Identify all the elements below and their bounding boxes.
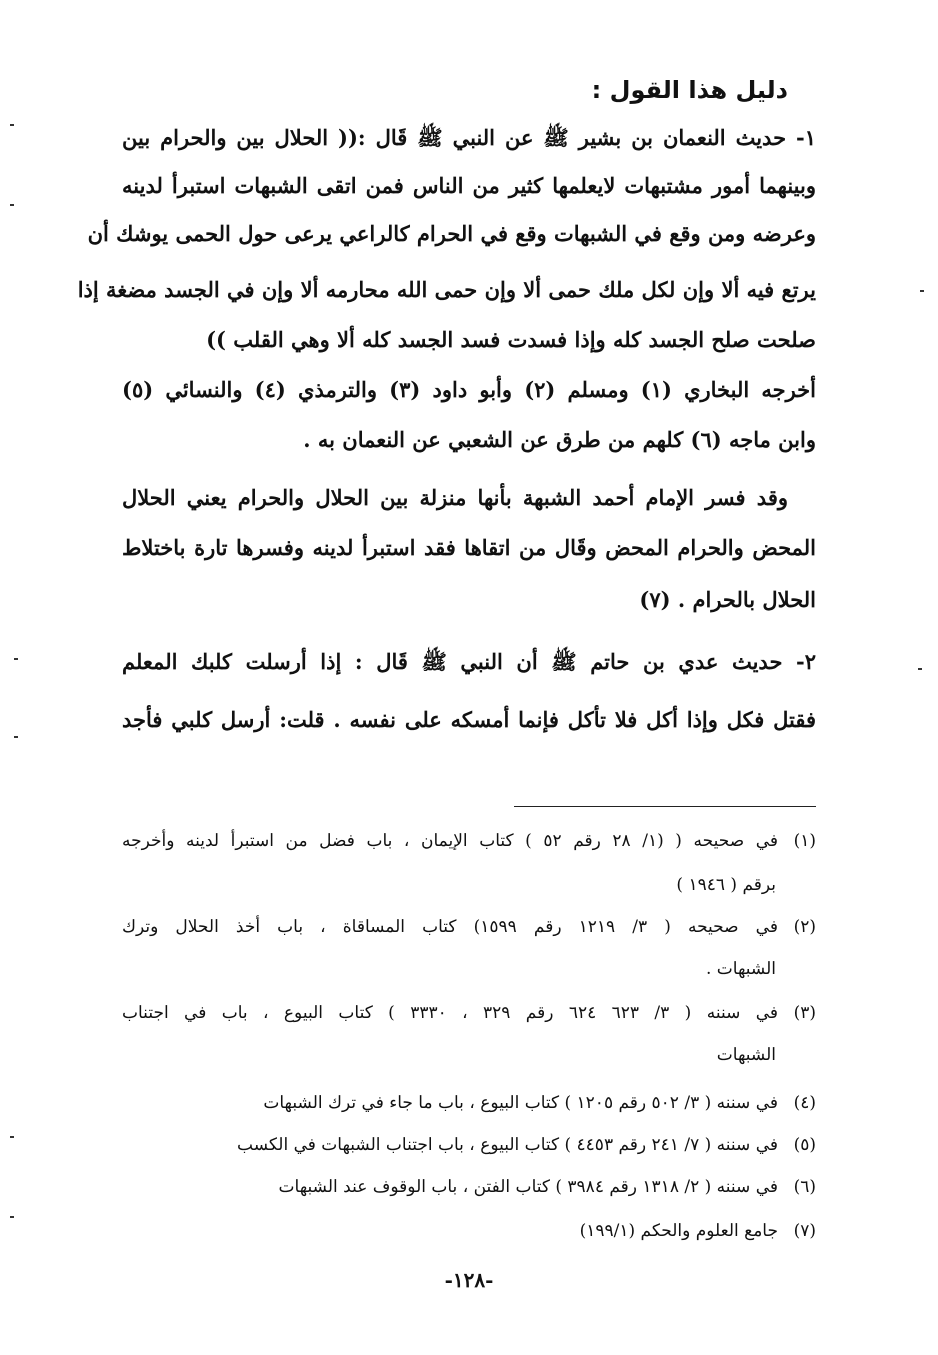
paragraph1-line-4: يرتع فيه ألا وإن لكل ملك حمى ألا وإن حمى الله محارمه ألا وإن في الجسد مضغة إذا	[77, 277, 816, 302]
paragraph2-line-3: الحلال بالحرام . (٧)	[639, 587, 816, 612]
footnote-text: في صحيحه ( (١/ ٢٨ رقم ٥٢ ) كتاب الإيمان ، باب فضل من استبرأ لدينه وأخرجه	[122, 831, 778, 851]
takhrij-line-2: وابن ماجه (٦) كلهم من طرق عن الشعبي عن النعمان به .	[303, 427, 816, 452]
footnote-3-continuation: الشبهات	[716, 1045, 776, 1065]
section-heading: دليل هذا القول :	[591, 76, 788, 104]
footnote-number: (٥)	[793, 1135, 816, 1155]
takhrij-line-1: أخرجه البخاري (١) ومسلم (٢) وأبو داود (٣) والترمذي (٤) والنسائي (٥)	[122, 377, 816, 402]
footnote-number: (١)	[793, 831, 816, 851]
footnote-3	[122, 998, 816, 1028]
footnote-number: (٧)	[793, 1221, 816, 1241]
footnote-number: (٦)	[793, 1177, 816, 1197]
scan-mark	[10, 1136, 14, 1138]
footnote-text: في سننه ( ٣/ ٦٢٣ ٦٢٤ رقم ٣٢٩ ، ٣٣٣٠ ) كتاب البيوع ، باب في اجتناب	[122, 1003, 778, 1023]
footnote-4	[122, 1088, 816, 1118]
footnote-text: في صحيحه ( ٣/ ١٢١٩ رقم ١٥٩٩) كتاب المساقاة ، باب أخذ الحلال وترك	[122, 917, 778, 937]
paragraph1-line-3: وعرضه ومن وقع في الشبهات وقع في الحرام كالراعي يرعى حول الحمى يوشك أن	[87, 221, 816, 246]
footnote-2	[122, 912, 816, 942]
footnote-number: (٣)	[793, 1003, 816, 1023]
footnote-5	[122, 1130, 816, 1160]
scan-mark	[14, 658, 18, 660]
paragraph2-line-1: وقد فسر الإمام أحمد الشبهة بأنها منزلة بين الحلال والحرام يعني الحلال	[122, 485, 788, 510]
scan-mark	[10, 204, 14, 206]
paragraph3-line-1: ٢- حديث عدي بن حاتم ﷺ أن النبي ﷺ قَال : إذا أرسلت كلبك المعلم	[122, 649, 816, 674]
footnote-2-continuation: الشبهات .	[705, 959, 776, 979]
footnote-divider	[514, 806, 816, 807]
paragraph3-line-2: فقتل فكل وإذا أكل فلا تأكل فإنما أمسكه على نفسه . قلت: أرسل كلبي فأجد	[122, 707, 816, 732]
scan-mark	[10, 124, 14, 126]
scan-mark	[920, 290, 924, 292]
footnote-7	[122, 1216, 816, 1246]
footnote-number: (٤)	[793, 1093, 816, 1113]
paragraph1-line-5: صلحت صلح الجسد كله وإذا فسدت فسد الجسد كله ألا وهي القلب ))	[206, 327, 816, 352]
paragraph1-line-1: ١- حديث النعمان بن بشير ﷺ عن النبي ﷺ قَال :(( الحلال بين والحرام بين	[122, 125, 816, 150]
footnote-6	[122, 1172, 816, 1202]
scan-mark	[10, 1216, 14, 1218]
footnote-text: في سننه ( ٢/ ١٣١٨ رقم ٣٩٨٤ ) كتاب الفتن ، باب الوقوف عند الشبهات	[278, 1177, 778, 1197]
footnote-text: في سننه ( ٣/ ٥٠٢ رقم ١٢٠٥ ) كتاب البيوع ، باب ما جاء في ترك الشبهات	[263, 1093, 778, 1113]
footnote-number: (٢)	[793, 917, 816, 937]
paragraph2-line-2: المحض والحرام المحض وقَال من اتقاها فقد استبرأ لدينه وفسرها تارة باختلاط	[122, 535, 816, 560]
scan-mark	[918, 668, 922, 670]
scan-mark	[14, 736, 18, 738]
footnote-1-continuation: برقم ( ١٩٤٦ )	[676, 875, 776, 895]
paragraph1-line-2: وبينهما أمور مشتبهات لايعلمها كثير من الناس فمن اتقى الشبهات استبرأ لدينه	[122, 173, 816, 198]
footnote-text: جامع العلوم والحكم (١٩٩/١)	[579, 1221, 778, 1241]
footnote-text: في سننه ( ٧/ ٢٤١ رقم ٤٤٥٣ ) كتاب البيوع ، باب اجتناب الشبهات في الكسب	[237, 1135, 778, 1155]
page-number: -١٢٨-	[444, 1268, 494, 1292]
footnote-1	[122, 826, 816, 856]
